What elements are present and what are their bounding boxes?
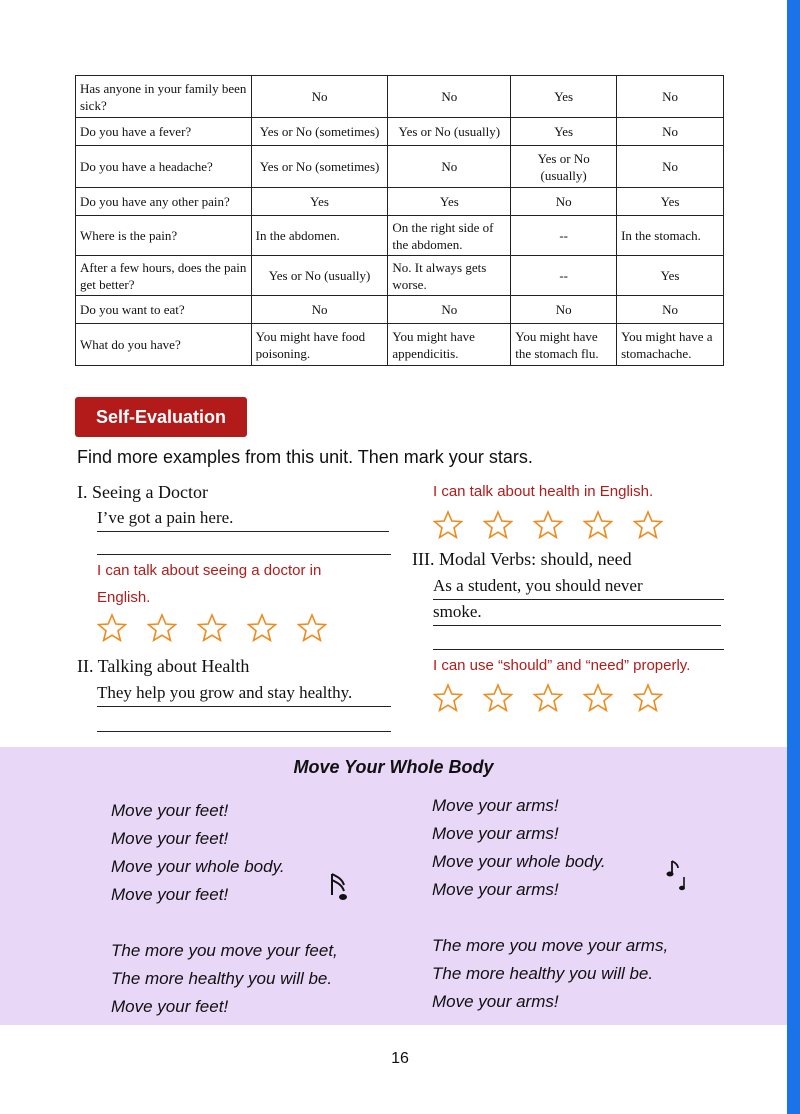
table-row xyxy=(76,188,724,216)
music-note-icon xyxy=(664,859,690,893)
song-verse-right xyxy=(432,792,668,1016)
song-line: Move your arms! xyxy=(432,796,559,815)
song-line: Move your arms! xyxy=(432,992,559,1011)
star-outline-icon[interactable] xyxy=(433,683,483,713)
question-cell: Do you have a headache? xyxy=(76,146,252,188)
song-line: Move your feet! xyxy=(111,885,229,904)
star-outline-icon[interactable] xyxy=(533,510,583,540)
song-line: Move your whole body. xyxy=(432,852,606,871)
star-outline-icon[interactable] xyxy=(483,683,533,713)
star-outline-icon[interactable] xyxy=(147,613,197,643)
answer-cell: In the abdomen. xyxy=(251,216,388,256)
song-box xyxy=(0,747,787,1025)
answer-cell: In the stomach. xyxy=(617,216,724,256)
table-row xyxy=(76,216,724,256)
answer-cell: Yes or No (sometimes) xyxy=(251,146,388,188)
star-outline-icon[interactable] xyxy=(97,613,147,643)
can-do-statement: I can talk about seeing a doctor in English. xyxy=(97,562,322,606)
symptom-table xyxy=(75,75,724,366)
blank-answer-line[interactable] xyxy=(433,648,724,650)
star-outline-icon[interactable] xyxy=(483,510,533,540)
song-line: Move your arms! xyxy=(432,824,559,843)
answer-cell: You might have the stomach flu. xyxy=(511,324,617,366)
page-number: 16 xyxy=(391,1050,409,1067)
song-verse-left xyxy=(111,797,338,1021)
answer-cell: No xyxy=(511,296,617,324)
song-line: The more healthy you will be. xyxy=(432,964,654,983)
star-outline-icon[interactable] xyxy=(633,510,683,540)
song-line: Move your feet! xyxy=(111,997,229,1016)
can-do-statement: I can talk about health in English. xyxy=(433,483,654,500)
table-row xyxy=(76,76,724,118)
answer-cell: -- xyxy=(511,256,617,296)
table-row xyxy=(76,256,724,296)
answer-cell: Yes xyxy=(511,76,617,118)
star-outline-icon[interactable] xyxy=(583,683,633,713)
answer-cell: Yes or No (sometimes) xyxy=(251,118,388,146)
table-row xyxy=(76,146,724,188)
answer-cell: No xyxy=(388,296,511,324)
can-do-statement: I can use “should” and “need” properly. xyxy=(433,657,691,674)
answer-cell: You might have a stomachache. xyxy=(617,324,724,366)
blank-answer-line[interactable] xyxy=(97,730,391,732)
answer-cell: No xyxy=(251,296,388,324)
star-outline-icon[interactable] xyxy=(297,613,347,643)
answer-cell: No xyxy=(511,188,617,216)
example-line-modal-1: As a student, you should never xyxy=(433,575,724,600)
question-cell: After a few hours, does the pain get better? xyxy=(76,256,252,296)
table-row xyxy=(76,118,724,146)
song-line: Move your whole body. xyxy=(111,857,285,876)
answer-cell: Yes or No (usually) xyxy=(251,256,388,296)
answer-cell: Yes xyxy=(511,118,617,146)
star-outline-icon[interactable] xyxy=(633,683,683,713)
answer-cell: Yes or No (usually) xyxy=(511,146,617,188)
music-note-icon xyxy=(326,871,352,905)
question-cell: Has anyone in your family been sick? xyxy=(76,76,252,118)
song-line: Move your feet! xyxy=(111,801,229,820)
section-title-talking-health: II. Talking about Health xyxy=(77,656,250,676)
song-line: The more you move your arms, xyxy=(432,936,669,955)
answer-cell: No xyxy=(617,118,724,146)
self-evaluation-badge: Self-Evaluation xyxy=(75,397,247,437)
star-rating xyxy=(433,510,683,540)
star-outline-icon[interactable] xyxy=(533,683,583,713)
song-title: Move Your Whole Body xyxy=(293,757,494,777)
star-outline-icon[interactable] xyxy=(583,510,633,540)
table-row xyxy=(76,324,724,366)
question-cell: Do you have any other pain? xyxy=(76,188,252,216)
song-line: Move your arms! xyxy=(432,880,559,899)
section-title-modal-verbs: III. Modal Verbs: should, need xyxy=(412,549,632,569)
section-title-seeing-doctor: I. Seeing a Doctor xyxy=(77,482,208,502)
blank-answer-line[interactable] xyxy=(97,553,391,555)
answer-cell: Yes or No (usually) xyxy=(388,118,511,146)
answer-cell: Yes xyxy=(251,188,388,216)
example-line-seeing-doctor: I’ve got a pain here. xyxy=(97,507,389,532)
question-cell: Do you want to eat? xyxy=(76,296,252,324)
answer-cell: -- xyxy=(511,216,617,256)
question-cell: What do you have? xyxy=(76,324,252,366)
example-line-modal-2: smoke. xyxy=(433,601,721,626)
star-outline-icon[interactable] xyxy=(433,510,483,540)
song-line xyxy=(432,904,668,932)
song-line xyxy=(111,909,338,937)
song-line: Move your feet! xyxy=(111,829,229,848)
page-edge-bar xyxy=(787,0,800,1114)
table-row xyxy=(76,296,724,324)
answer-cell: Yes xyxy=(388,188,511,216)
answer-cell: Yes xyxy=(617,188,724,216)
star-outline-icon[interactable] xyxy=(247,613,297,643)
star-rating xyxy=(433,683,683,713)
question-cell: Where is the pain? xyxy=(76,216,252,256)
answer-cell: No xyxy=(617,76,724,118)
answer-cell: On the right side of the abdomen. xyxy=(388,216,511,256)
answer-cell: No. It always gets worse. xyxy=(388,256,511,296)
answer-cell: Yes xyxy=(617,256,724,296)
answer-cell: No xyxy=(617,146,724,188)
answer-cell: No xyxy=(617,296,724,324)
song-line: The more healthy you will be. xyxy=(111,969,333,988)
answer-cell: You might have appendicitis. xyxy=(388,324,511,366)
answer-cell: No xyxy=(251,76,388,118)
question-cell: Do you have a fever? xyxy=(76,118,252,146)
star-outline-icon[interactable] xyxy=(197,613,247,643)
instruction-text: Find more examples from this unit. Then mark your stars. xyxy=(77,447,533,467)
answer-cell: No xyxy=(388,76,511,118)
example-line-talking-health: They help you grow and stay healthy. xyxy=(97,682,391,707)
answer-cell: No xyxy=(388,146,511,188)
song-line: The more you move your feet, xyxy=(111,941,338,960)
answer-cell: You might have food poisoning. xyxy=(251,324,388,366)
star-rating xyxy=(97,613,347,643)
